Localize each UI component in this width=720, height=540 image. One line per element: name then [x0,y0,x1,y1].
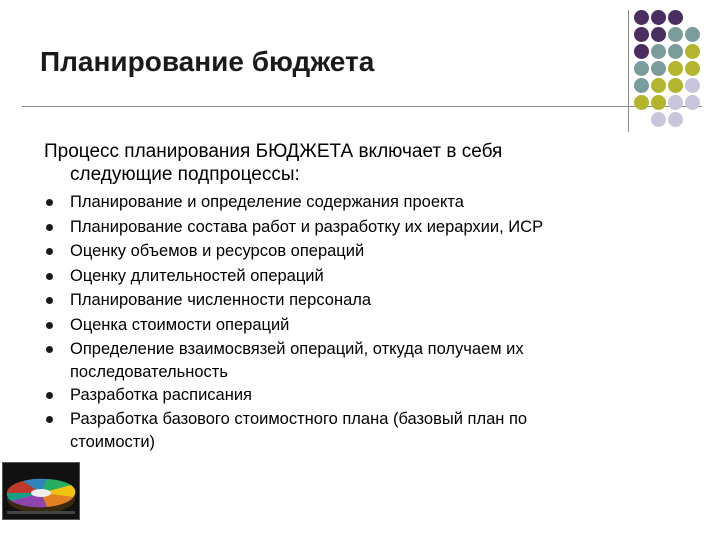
list-item-text: Оценка стоимости операций [70,315,290,334]
decor-dot [668,112,683,127]
decor-dot [685,78,700,93]
decor-dot [634,27,649,42]
decor-dot [668,78,683,93]
decor-dot [651,10,666,25]
decor-dot [651,78,666,93]
list-item-text: Планирование и определение содержания проекта [70,193,464,211]
list-item [44,313,684,338]
bullet-icon [46,346,53,353]
decor-dot [634,44,649,59]
list-item-text-continued: последовательность [70,362,228,381]
title-divider [22,106,702,107]
list-item [44,288,684,313]
intro-line-2: следующие подпроцессы: [70,164,300,185]
decor-dot [668,95,683,110]
process-wheel-thumbnail [2,462,80,520]
decor-dot [634,95,649,110]
list-item-text: Разработка базового стоимостного плана (базовый план по [70,410,528,428]
list-item [44,337,684,383]
bullet-icon [46,297,53,304]
list-item [44,407,684,453]
intro-paragraph [44,140,684,186]
decor-dot [685,95,700,110]
vertical-divider [628,10,629,132]
list-item-text-continued: стоимости) [70,432,156,451]
decor-dot [651,95,666,110]
list-item-text: Разработка расписания [70,385,252,404]
decor-dot [634,112,649,127]
bullet-icon [46,248,53,255]
decor-dot [685,44,700,59]
list-item [44,383,684,408]
bullet-icon [46,392,53,399]
process-wheel-icon [3,463,79,519]
list-item [44,239,684,264]
decorative-dot-grid [634,10,700,127]
decor-dot [668,44,683,59]
decor-dot [685,10,700,25]
decor-dot [668,10,683,25]
bullet-icon [46,273,53,280]
list-item-text: Оценку длительностей операций [70,266,324,285]
list-item-text: Планирование состава работ и разработку их иерархии, ИСР [70,217,544,236]
decor-dot [685,112,700,127]
decor-dot [668,61,683,76]
list-item [44,190,684,215]
decor-dot [651,61,666,76]
decor-dot [634,61,649,76]
bullet-icon [46,416,53,423]
list-item-text: Определение взаимосвязей операций, откуда получаем их [70,340,524,358]
bullet-icon [46,322,53,329]
decor-dot [651,27,666,42]
list-item-text: Планирование численности персонала [70,291,372,309]
slide-title: Планирование бюджета [40,46,375,77]
list-item [44,215,684,240]
decor-dot [685,61,700,76]
intro-line-1: Процесс планирования БЮДЖЕТА включает в себя [44,141,503,162]
bullet-icon [46,199,53,206]
decor-dot [634,10,649,25]
decor-dot [685,27,700,42]
decor-dot [651,44,666,59]
decor-dot [651,112,666,127]
bullet-icon [46,224,53,231]
subprocess-list [44,190,684,453]
list-item-text: Оценку объемов и ресурсов операций [70,242,365,260]
decor-dot [668,27,683,42]
list-item [44,264,684,289]
decor-dot [634,78,649,93]
